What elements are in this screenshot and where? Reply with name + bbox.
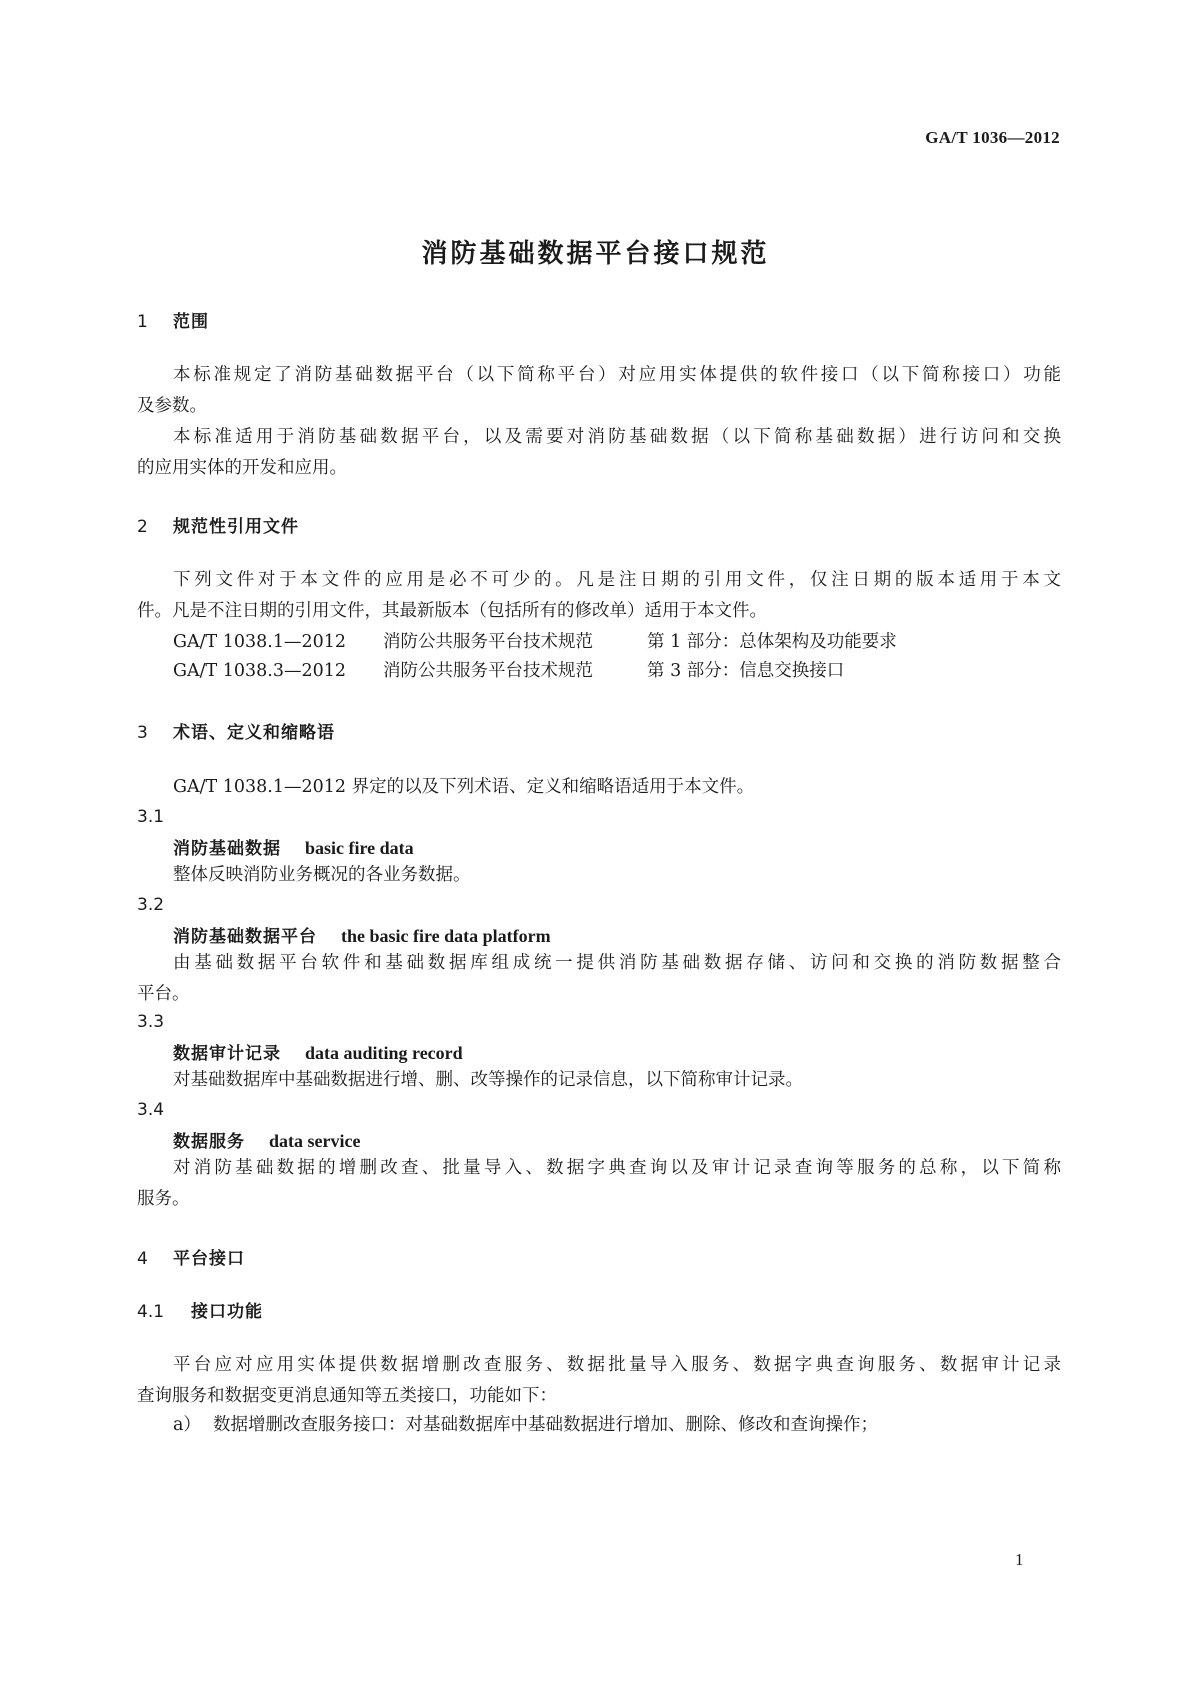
section-1-heading bbox=[137, 307, 209, 332]
term-number: 3.1 bbox=[137, 807, 165, 827]
term-definition: 对基础数据库中基础数据进行增、删、改等操作的记录信息，以下简称审计记录。 bbox=[173, 1070, 803, 1090]
section-2-paragraph-1 bbox=[137, 565, 1061, 627]
paragraph-line: 本标准适用于消防基础数据平台，以及需要对消防基础数据（以下简称基础数据）进行访问和交换 bbox=[173, 427, 1061, 447]
section-number: 2 bbox=[137, 517, 148, 537]
term-number: 3.2 bbox=[137, 895, 165, 915]
paragraph-line: 服务。 bbox=[137, 1189, 190, 1209]
section-1-paragraph-1 bbox=[137, 360, 1061, 422]
paragraph-line: 对消防基础数据的增删改查、批量导入、数据字典查询以及审计记录查询等服务的总称，以下简称 bbox=[173, 1158, 1061, 1178]
term-definition: 整体反映消防业务概况的各业务数据。 bbox=[173, 865, 471, 885]
list-item bbox=[173, 1410, 878, 1441]
section-3-intro: GA/T 1038.1—2012 界定的以及下列术语、定义和缩略语适用于本文件。 bbox=[173, 777, 755, 797]
paragraph-line: 下列文件对于本文件的应用是必不可少的。凡是注日期的引用文件，仅注日期的版本适用于本文 bbox=[173, 570, 1061, 590]
reference-part: 第 3 部分：信息交换接口 bbox=[647, 661, 845, 681]
section-title: 平台接口 bbox=[173, 1249, 245, 1269]
term-heading bbox=[173, 1039, 463, 1064]
subsection-4-1-paragraph bbox=[137, 1350, 1061, 1412]
term-english: the basic fire data platform bbox=[341, 926, 551, 946]
term-chinese: 数据审计记录 bbox=[173, 1044, 281, 1064]
section-1-paragraph-2 bbox=[137, 422, 1061, 484]
normative-reference bbox=[173, 627, 897, 658]
section-title: 规范性引用文件 bbox=[173, 517, 299, 537]
paragraph-line: 由基础数据平台软件和基础数据库组成统一提供消防基础数据存储、访问和交换的消防数据整合 bbox=[173, 953, 1061, 973]
reference-name: 消防公共服务平台技术规范 bbox=[383, 661, 593, 681]
term-definition bbox=[137, 948, 1061, 1010]
section-4-heading bbox=[137, 1244, 245, 1269]
paragraph-line: 平台。 bbox=[137, 984, 190, 1004]
term-chinese: 消防基础数据 bbox=[173, 839, 281, 859]
paragraph-line: 的应用实体的开发和应用。 bbox=[137, 458, 347, 478]
section-title: 范围 bbox=[173, 312, 209, 332]
list-item-text: 数据增删改查服务接口：对基础数据库中基础数据进行增加、删除、修改和查询操作； bbox=[213, 1415, 878, 1435]
normative-reference bbox=[173, 656, 844, 687]
term-chinese: 消防基础数据平台 bbox=[173, 927, 317, 947]
section-2-heading bbox=[137, 512, 299, 537]
term-definition bbox=[137, 1153, 1061, 1215]
section-number: 1 bbox=[137, 312, 148, 332]
section-number: 4.1 bbox=[137, 1302, 165, 1322]
term-heading bbox=[173, 922, 551, 947]
list-marker: a） bbox=[173, 1415, 201, 1435]
section-number: 3 bbox=[137, 723, 148, 743]
reference-name: 消防公共服务平台技术规范 bbox=[383, 632, 593, 652]
term-number: 3.4 bbox=[137, 1100, 165, 1120]
term-heading bbox=[173, 834, 414, 859]
document-title: 消防基础数据平台接口规范 bbox=[421, 239, 770, 269]
paragraph-line: 查询服务和数据变更消息通知等五类接口，功能如下： bbox=[137, 1386, 557, 1406]
term-english: basic fire data bbox=[305, 838, 414, 858]
subsection-4-1-heading bbox=[137, 1297, 263, 1322]
reference-part: 第 1 部分：总体架构及功能要求 bbox=[647, 632, 897, 652]
paragraph-line: 本标准规定了消防基础数据平台（以下简称平台）对应用实体提供的软件接口（以下简称接口）功能 bbox=[173, 365, 1061, 385]
term-english: data auditing record bbox=[305, 1043, 463, 1063]
standard-code: GA/T 1036—2012 bbox=[925, 128, 1060, 147]
reference-code: GA/T 1038.1—2012 bbox=[173, 632, 347, 652]
section-title: 接口功能 bbox=[191, 1302, 263, 1322]
section-title: 术语、定义和缩略语 bbox=[173, 723, 335, 743]
section-number: 4 bbox=[137, 1249, 148, 1269]
section-3-heading bbox=[137, 718, 335, 743]
term-number: 3.3 bbox=[137, 1012, 165, 1032]
term-english: data service bbox=[269, 1131, 361, 1151]
paragraph-line: 及参数。 bbox=[137, 396, 207, 416]
paragraph-line: 平台应对应用实体提供数据增删改查服务、数据批量导入服务、数据字典查询服务、数据审计记录 bbox=[173, 1355, 1061, 1375]
paragraph-line: 件。凡是不注日期的引用文件，其最新版本（包括所有的修改单）适用于本文件。 bbox=[137, 601, 767, 621]
term-chinese: 数据服务 bbox=[173, 1132, 245, 1152]
term-heading bbox=[173, 1127, 360, 1152]
reference-code: GA/T 1038.3—2012 bbox=[173, 661, 347, 681]
page-number: 1 bbox=[1015, 1550, 1024, 1569]
